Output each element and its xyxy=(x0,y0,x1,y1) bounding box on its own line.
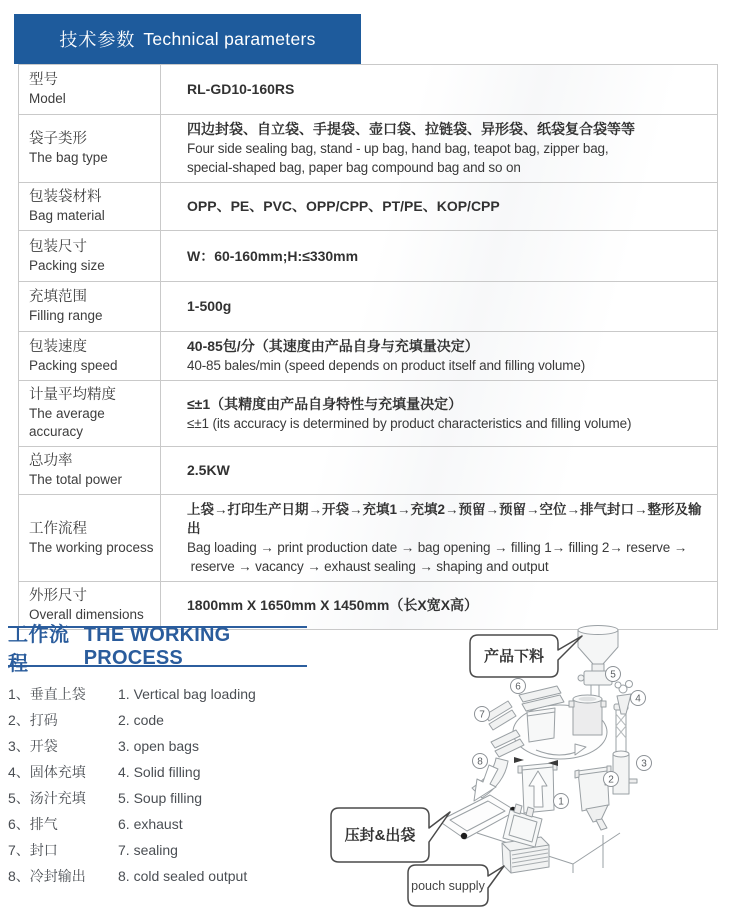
station-number: 8 xyxy=(477,756,483,768)
table-row xyxy=(19,231,717,282)
working-process-heading-en: THE WORKING PROCESS xyxy=(83,623,231,669)
spec-label-en: The total power xyxy=(29,472,123,487)
step-zh: 7、封口 xyxy=(8,842,58,858)
spec-label-zh: 袋子类形 xyxy=(29,131,87,147)
bag-tab xyxy=(575,770,579,778)
spec-value-line: W：60-160mm;H:≤330mm xyxy=(187,247,359,264)
step-en: 3. open bags xyxy=(118,738,199,754)
station-marker-5 xyxy=(606,667,621,682)
pouch-tab xyxy=(514,804,522,814)
table-row xyxy=(19,183,717,231)
spec-label xyxy=(19,381,161,446)
spec-value xyxy=(161,65,717,114)
spec-value xyxy=(161,447,717,494)
hopper-neck xyxy=(592,664,604,671)
bag-tab xyxy=(518,766,522,773)
table-row xyxy=(19,447,717,495)
spec-value-line: RL-GD10-160RS xyxy=(187,81,295,97)
spec-value-line: ≤±1 (its accuracy is determined by product characteristics and filling volume) xyxy=(187,415,632,431)
spec-label-en: Filling range xyxy=(29,308,103,323)
station-marker-3 xyxy=(637,756,652,771)
step-zh: 4、固体充填 xyxy=(8,764,86,780)
station-number: 5 xyxy=(610,669,616,681)
spec-label-en: The working process xyxy=(29,539,154,555)
step-en: 2. code xyxy=(118,712,164,728)
spec-label-zh: 工作流程 xyxy=(29,520,87,537)
spec-value-line: 上袋→打印生产日期→开袋→充填1→充填2→预留→预留→空位→排气封口→整形及输出 xyxy=(187,502,702,536)
step-en: 6. exhaust xyxy=(118,816,183,832)
station-marker-7 xyxy=(475,707,490,722)
list-item xyxy=(8,707,323,733)
product-blob xyxy=(626,681,633,688)
list-item xyxy=(8,681,323,707)
spec-label xyxy=(19,231,161,281)
step-en: 5. Soup filling xyxy=(118,790,203,806)
spec-value-line: 2.5KW xyxy=(187,462,230,478)
spec-label-zh: 外形尺寸 xyxy=(29,588,87,604)
station-number: 1 xyxy=(558,796,564,808)
funnel-spout xyxy=(596,819,607,830)
small-arrow-right xyxy=(514,757,524,763)
pouch-tab xyxy=(526,807,534,817)
spec-value-line: 1-500g xyxy=(187,298,232,314)
spec-label-zh: 包装尺寸 xyxy=(29,238,87,255)
spec-label xyxy=(19,495,161,581)
station-number: 3 xyxy=(641,758,647,770)
list-item xyxy=(8,785,323,811)
step-zh: 3、开袋 xyxy=(8,738,58,754)
spec-label-zh: 充填范围 xyxy=(29,289,87,305)
spec-value-line: 四边封袋、自立袋、手提袋、壶口袋、拉链袋、异形袋、纸袋复合袋等等 xyxy=(187,121,635,137)
hopper-valve-knob xyxy=(578,675,584,681)
station-marker-8 xyxy=(473,754,488,769)
step-en: 8. cold sealed output xyxy=(118,868,248,884)
table-row xyxy=(19,282,717,332)
spec-label-en: Model xyxy=(29,91,66,106)
spec-label-en: Packing size xyxy=(29,257,105,273)
list-item xyxy=(8,837,323,863)
working-process-heading-zh: 工作流程 xyxy=(8,623,70,675)
spec-label-en: Bag material xyxy=(29,208,105,223)
spec-value-line: reserve → vacancy → exhaust sealing → shaping and output xyxy=(187,559,549,574)
spec-value xyxy=(161,282,717,331)
spec-label-en: Overall dimensions xyxy=(29,607,144,622)
spec-value xyxy=(161,495,717,581)
spec-label xyxy=(19,115,161,182)
spec-label-zh: 计量平均精度 xyxy=(29,387,116,403)
callout-seal-output-label: 压封&出袋 xyxy=(344,827,416,844)
spec-value-line: 40-85 bales/min (speed depends on product itself and filling volume) xyxy=(187,358,586,373)
list-item xyxy=(8,759,323,785)
table-row xyxy=(19,65,717,115)
station-number: 2 xyxy=(608,774,614,786)
step-zh: 8、冷封输出 xyxy=(8,868,86,884)
spec-label-zh: 包装速度 xyxy=(29,338,87,355)
spec-label-zh: 包装袋材料 xyxy=(29,189,102,205)
machine-process-diagram xyxy=(330,614,736,924)
step-zh: 1、垂直上袋 xyxy=(8,686,86,702)
section-banner-technical-parameters xyxy=(14,14,361,64)
spec-label xyxy=(19,282,161,331)
hopper-top xyxy=(578,626,618,635)
spec-value-line: OPP、PE、PVC、OPP/CPP、PT/PE、KOP/CPP xyxy=(187,198,500,214)
cup-tab xyxy=(569,701,574,707)
step-en: 4. Solid filling xyxy=(118,764,201,780)
spec-value-line: 1800mm X 1650mm X 1450mm（长X宽X高） xyxy=(187,597,479,613)
spec-value xyxy=(161,381,717,446)
tube-peg xyxy=(629,779,637,783)
station-number: 6 xyxy=(515,681,521,693)
spec-label xyxy=(19,447,161,494)
spec-value-line: Bag loading → print production date → bag opening → filling 1→ filling 2→ reserve → xyxy=(187,540,688,555)
station-number: 7 xyxy=(479,709,485,721)
spec-value xyxy=(161,231,717,281)
banner-title-zh: 技术参数 xyxy=(59,30,136,50)
list-item xyxy=(8,811,323,837)
spec-table xyxy=(18,64,718,630)
station-marker-6 xyxy=(511,679,526,694)
spec-value-line: special-shaped bag, paper bag compound bag and so on xyxy=(187,160,521,175)
hopper-body xyxy=(578,630,618,664)
callout-pouch-supply-label: pouch supply xyxy=(411,879,485,893)
step-zh: 5、汤汁充填 xyxy=(8,790,86,806)
spec-label-en: The bag type xyxy=(29,150,108,165)
spec-label-zh: 型号 xyxy=(29,72,58,88)
step-en: 7. sealing xyxy=(118,842,178,858)
table-row xyxy=(19,381,717,447)
tray-corner-dot xyxy=(461,833,467,839)
spec-label xyxy=(19,332,161,380)
spec-value xyxy=(161,115,717,182)
bag-station2 xyxy=(578,767,609,811)
step-zh: 6、排气 xyxy=(8,816,58,832)
station-number: 4 xyxy=(635,693,641,705)
spec-label xyxy=(19,65,161,114)
spec-value-line: ≤±1（其精度由产品自身特性与充填量决定） xyxy=(187,395,463,412)
step-zh: 2、打码 xyxy=(8,712,58,728)
spec-label-en: The average accuracy xyxy=(29,406,105,439)
table-row xyxy=(19,115,717,183)
list-item xyxy=(8,733,323,759)
cup-tab xyxy=(601,701,606,707)
working-process-heading xyxy=(8,623,307,675)
banner-title-en: Technical parameters xyxy=(143,28,316,49)
callout-product-feed-label: 产品下料 xyxy=(483,648,545,665)
spec-value-line: 40-85包/分（其速度由产品自身与充填量决定） xyxy=(187,338,479,354)
spec-label-zh: 总功率 xyxy=(29,453,73,469)
table-row xyxy=(19,332,717,381)
station-marker-4 xyxy=(631,691,646,706)
list-item xyxy=(8,863,323,889)
product-blob xyxy=(615,682,621,688)
table-row xyxy=(19,495,717,582)
station-marker-1 xyxy=(554,794,569,809)
spec-value xyxy=(161,183,717,230)
spec-label xyxy=(19,183,161,230)
filling-cup-mouth xyxy=(579,697,597,702)
working-process-steps xyxy=(8,681,323,889)
station-marker-2 xyxy=(604,772,619,787)
step-en: 1. Vertical bag loading xyxy=(118,686,256,702)
spec-value xyxy=(161,332,717,380)
filling-cup xyxy=(573,699,602,735)
spec-value-line: Four side sealing bag, stand - up bag, hand bag, teapot bag, zipper bag, xyxy=(187,141,609,156)
spec-label-en: Packing speed xyxy=(29,357,118,373)
